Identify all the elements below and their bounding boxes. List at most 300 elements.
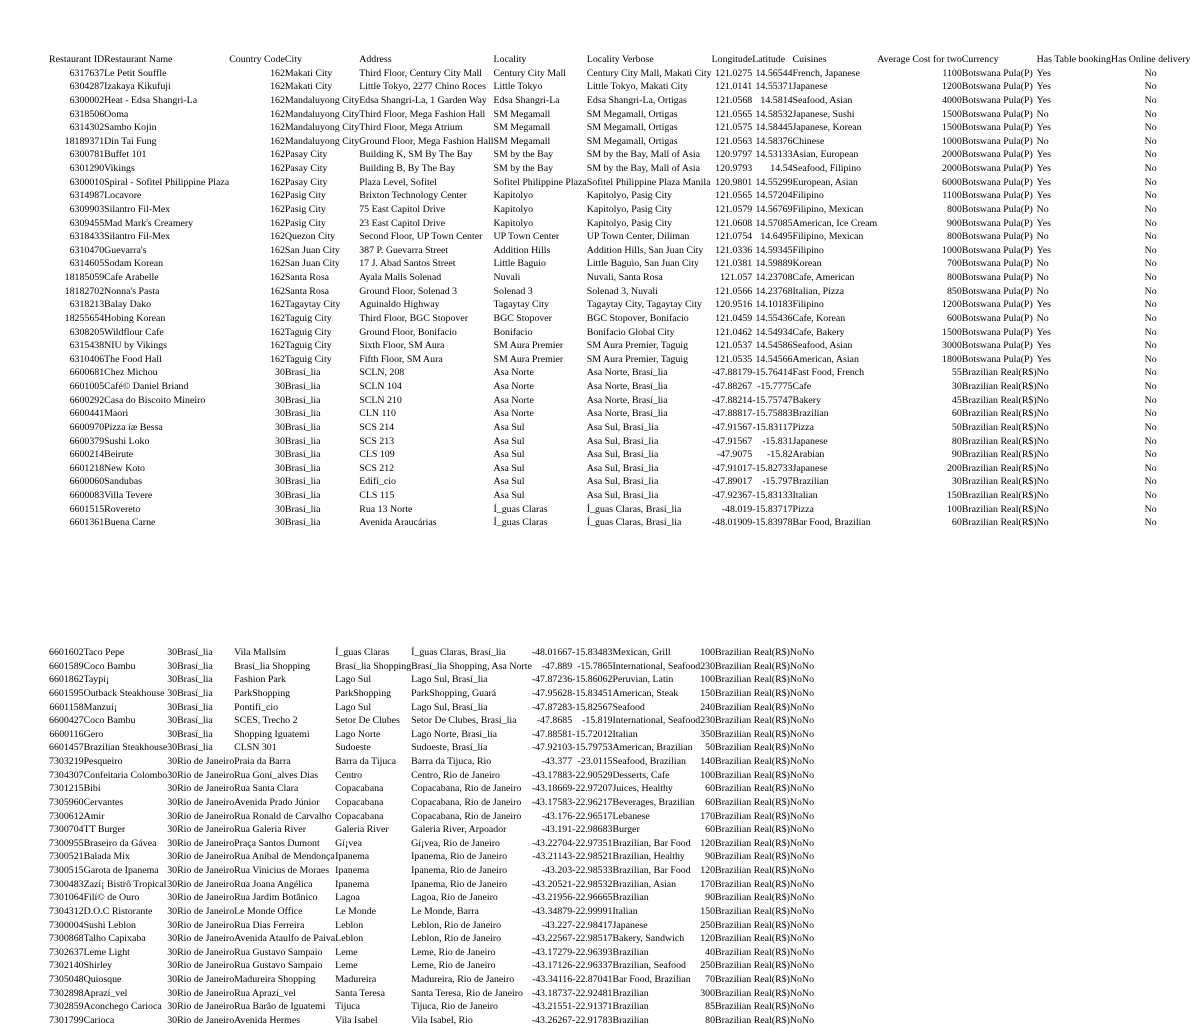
table-cell: 14.58445 — [755, 122, 793, 134]
table-cell: No — [789, 783, 802, 795]
table-cell: 30 — [167, 783, 178, 795]
table-cell: No — [1144, 108, 1157, 120]
table-row — [49, 285, 1190, 299]
table-cell: Í_guas Claras, Brasí_lia — [411, 647, 506, 658]
table-cell: Brazilian, Asian — [612, 878, 677, 890]
table-cell: Copacabana — [335, 810, 384, 822]
table-cell: Botswana Pula(P) — [961, 135, 1033, 147]
table-cell: -22.90529 — [572, 769, 613, 781]
table-row — [49, 503, 1190, 517]
restaurant-table-bottom — [49, 646, 814, 1028]
table-cell: SM Aura Premier, Taguig — [586, 353, 689, 365]
table-cell: 30 — [275, 517, 285, 529]
table-cell: 6601589 — [49, 660, 84, 672]
table-cell: -47.88581 — [531, 728, 573, 740]
table-cell: No — [801, 837, 815, 849]
table-row — [49, 905, 814, 919]
table-cell: -22.91371 — [572, 1001, 613, 1013]
table-cell: 14.6495 — [760, 231, 793, 243]
header-cell: Address — [359, 54, 392, 65]
table-cell: 14.55299 — [755, 176, 793, 188]
table-cell: 7301799 — [49, 1014, 84, 1026]
table-cell: Taco Pepe — [83, 647, 125, 658]
table-cell: Burger — [612, 824, 640, 836]
table-cell: Brazilian Real(R$) — [715, 851, 790, 863]
table-cell: -15.83717 — [752, 503, 793, 515]
table-cell: 121.0754 — [715, 231, 753, 243]
table-cell: Asa Norte, Brasí_lia — [586, 394, 668, 406]
header-cell: Average Cost for two — [877, 54, 962, 65]
table-cell: Botswana Pula(P) — [961, 340, 1033, 352]
table-cell: 800 — [946, 231, 962, 243]
table-cell: SM by the Bay, Mall of Asia — [586, 149, 700, 161]
table-cell: Japanese — [792, 462, 828, 474]
table-cell: Brasí_lia — [177, 687, 213, 699]
table-cell: 30 — [275, 421, 285, 433]
table-cell: TT Burger — [83, 824, 126, 836]
table-row — [49, 728, 814, 742]
table-cell: 14.55371 — [755, 81, 793, 93]
table-cell: Rio de Janeiro — [177, 933, 235, 945]
table-cell: 14.23768 — [755, 285, 793, 297]
table-cell: Filipino, Mexican — [792, 231, 864, 243]
table-cell: 121.0537 — [715, 340, 753, 352]
table-cell: -48.01909 — [711, 517, 753, 529]
table-cell: Pasay City — [284, 176, 328, 188]
table-cell: 14.59889 — [755, 258, 793, 270]
table-cell: 120 — [700, 837, 716, 849]
table-cell: Little Tokyo — [493, 81, 543, 93]
table-cell: 30 — [167, 1001, 178, 1013]
table-row — [49, 959, 814, 973]
table-cell: 121.0563 — [715, 135, 753, 147]
table-cell: No — [1144, 299, 1157, 311]
table-cell: Asa Norte — [493, 394, 534, 406]
table-cell: No — [789, 987, 802, 999]
table-cell: 7304312 — [49, 905, 84, 917]
table-cell: Í_guas Claras — [335, 647, 390, 658]
table-cell: 60 — [951, 517, 962, 529]
table-cell: European, Asian — [792, 176, 858, 188]
table-cell: -43.34116 — [532, 974, 573, 985]
table-cell: 55 — [951, 367, 962, 379]
table-cell: Ipanema — [335, 865, 370, 876]
table-cell: Bibi — [83, 783, 101, 795]
table-cell: No — [1036, 462, 1049, 474]
table-cell: 6309455 — [69, 217, 105, 229]
table-cell: 6318433 — [69, 231, 105, 243]
table-cell: 120 — [700, 865, 716, 876]
table-cell: Casa do Biscoito Mineiro — [104, 394, 206, 406]
table-cell: -15.83133 — [752, 490, 793, 501]
table-cell: No — [1036, 408, 1049, 420]
table-cell: 14.56769 — [755, 203, 793, 215]
table-cell: Leblon — [335, 933, 364, 945]
table-cell: Brasí_lia — [284, 503, 321, 515]
table-cell: Manzuí¡ — [83, 701, 118, 713]
table-cell: No — [1144, 517, 1157, 529]
table-cell: 120.9516 — [715, 299, 753, 311]
table-cell: No — [789, 769, 802, 781]
table-row — [49, 850, 814, 864]
table-cell: Peruvian, Latin — [612, 674, 674, 686]
table-cell: Asa Sul — [493, 435, 525, 447]
table-cell: No — [789, 851, 802, 863]
table-cell: Santa Rosa — [284, 272, 330, 283]
table-cell: Lebanese — [612, 810, 650, 822]
table-cell: Brazilian Real(R$) — [715, 783, 790, 795]
table-cell: 140 — [700, 756, 716, 767]
table-cell: 800 — [946, 203, 962, 215]
table-cell: Izakaya Kikufuji — [104, 81, 171, 93]
table-cell: -22.96337 — [572, 960, 613, 972]
table-cell: No — [1144, 67, 1157, 79]
table-cell: 1500 — [942, 108, 962, 120]
table-cell: No — [801, 660, 815, 672]
table-cell: Solenad 3, Nuvali — [586, 285, 658, 297]
table-cell: Japanese, Korean — [792, 122, 862, 134]
table-cell: Third Floor, BGC Stopover — [359, 312, 469, 324]
table-cell: No — [1144, 326, 1157, 338]
table-cell: Rua Vinicius de Moraes — [234, 865, 330, 876]
table-cell: No — [1144, 462, 1157, 474]
table-cell: 30 — [167, 647, 178, 658]
table-cell: -48.01667 — [531, 647, 573, 658]
table-cell: Lago Norte — [335, 728, 381, 740]
table-cell: No — [801, 851, 815, 863]
table-cell: No — [1036, 476, 1049, 488]
table-cell: Brazilian Real(R$) — [715, 742, 790, 754]
table-cell: Yes — [1036, 81, 1052, 93]
table-cell: Lago Norte, Brasí_lia — [411, 728, 497, 740]
table-cell: No — [1036, 108, 1049, 120]
table-cell: Brazilian Real(R$) — [715, 892, 790, 904]
table-cell: Brasí_lia — [177, 660, 213, 672]
table-row — [49, 1014, 814, 1028]
table-cell: Asa Sul, Brasí_lia — [586, 490, 659, 501]
table-cell: 30 — [167, 892, 178, 904]
table-cell: Madureira, Rio de Janeiro — [411, 974, 515, 985]
table-cell: Pasay City — [284, 149, 328, 161]
table-cell: No — [1036, 258, 1049, 270]
table-cell: Brazilian Real(R$) — [715, 756, 790, 767]
table-cell: -43.21143 — [532, 851, 573, 863]
table-cell: Lago Sul — [335, 674, 372, 686]
table-row — [49, 701, 814, 715]
table-cell: Brazilian Real(R$) — [961, 462, 1037, 474]
table-cell: 162 — [270, 299, 285, 311]
table-cell: Rio de Janeiro — [177, 824, 235, 836]
table-cell: 162 — [270, 258, 285, 270]
table-cell: No — [1144, 503, 1157, 515]
table-row — [49, 148, 1190, 162]
table-cell: 1500 — [942, 122, 962, 134]
table-cell: Third Floor, Mega Fashion Hall — [359, 108, 486, 120]
table-cell: 60 — [951, 408, 962, 420]
table-cell: Brazilian Real(R$) — [961, 449, 1037, 461]
table-cell: Botswana Pula(P) — [961, 299, 1033, 311]
table-cell: -15.82567 — [572, 701, 613, 713]
table-body-bottom — [49, 646, 814, 1028]
table-cell: Cafe, Bakery — [792, 326, 845, 338]
table-cell: Brasí_lia — [177, 742, 213, 754]
table-cell: 70 — [705, 974, 716, 985]
table-row — [49, 407, 1190, 421]
table-cell: No — [801, 987, 815, 999]
table-cell: Yes — [1036, 94, 1052, 106]
table-cell: Aconchego Carioca — [83, 1001, 162, 1013]
table-cell: Botswana Pula(P) — [961, 203, 1033, 215]
table-row — [49, 366, 1190, 380]
table-cell: -22.91783 — [572, 1014, 613, 1026]
table-cell: 30 — [167, 715, 178, 727]
header-cell: Restaurant ID — [49, 54, 105, 65]
table-row — [49, 394, 1190, 408]
table-cell: -22.98533 — [572, 865, 613, 876]
table-cell: Cervantes — [83, 796, 124, 808]
table-row — [49, 687, 814, 701]
table-cell: 121.0566 — [715, 285, 753, 297]
table-cell: Botswana Pula(P) — [961, 312, 1033, 324]
table-cell: Asa Norte — [493, 408, 534, 420]
table-cell: Coco Bambu — [83, 715, 136, 727]
table-cell: 7304307 — [49, 769, 84, 781]
table-cell: 14.5814 — [760, 94, 793, 106]
table-cell: 6600379 — [69, 435, 105, 447]
table-cell: -47.87283 — [531, 701, 573, 713]
table-cell: 170 — [700, 878, 716, 890]
table-cell: Zazí¡ Bistrô Tropical — [83, 878, 167, 890]
table-row — [49, 217, 1190, 231]
table-cell: Yes — [1036, 149, 1052, 161]
table-cell: Ipanema, Rio de Janeiro — [411, 851, 508, 863]
table-cell: Kapitolyo — [493, 203, 534, 215]
table-cell: -47.87236 — [531, 674, 573, 686]
table-cell: Bakery, Sandwich — [612, 933, 685, 945]
table-cell: -47.95628 — [531, 687, 573, 699]
table-cell: No — [1036, 503, 1049, 515]
table-cell: 30 — [167, 905, 178, 917]
table-row — [49, 714, 814, 728]
table-cell: SM Megamall, Ortigas — [586, 122, 678, 134]
table-cell: Bakery — [792, 394, 822, 406]
table-cell: Avenida Hermes — [234, 1014, 301, 1026]
table-cell: 120.9801 — [715, 176, 753, 188]
table-cell: No — [789, 892, 802, 904]
table-cell: NIU by Vikings — [104, 340, 167, 352]
table-cell: Quezon City — [284, 231, 336, 243]
table-cell: 121.0141 — [715, 81, 753, 93]
table-cell: Brazilian — [612, 1001, 649, 1013]
table-cell: 6300010 — [69, 176, 105, 188]
table-cell: Seafood, Asian — [792, 94, 853, 106]
table-cell: Shirley — [83, 960, 113, 972]
table-cell: Gí¡vea — [335, 837, 363, 849]
table-cell: Brazilian — [792, 476, 829, 488]
table-cell: 6318506 — [69, 108, 105, 120]
table-cell: 30 — [167, 919, 178, 931]
table-cell: Leme Light — [83, 946, 130, 958]
table-cell: No — [789, 878, 802, 890]
table-cell: No — [801, 919, 815, 931]
table-cell: No — [1144, 367, 1157, 379]
table-cell: San Juan City — [284, 258, 340, 270]
table-cell: -15.83483 — [572, 647, 613, 658]
table-cell: Cafe — [792, 381, 812, 392]
table-cell: SCS 214 — [359, 421, 395, 433]
table-row — [49, 932, 814, 946]
table-cell: Sofitel Philippine Plaza — [493, 176, 587, 188]
table-cell: Seafood, Asian — [792, 340, 853, 352]
table-cell: Rua Barão de Iguatemi — [234, 1001, 326, 1013]
table-cell: Ipanema, Rio de Janeiro — [411, 865, 508, 876]
table-cell: 14.10183 — [755, 299, 793, 311]
table-cell: Taguig City — [284, 353, 332, 365]
table-cell: 14.55436 — [755, 312, 793, 324]
table-row — [49, 769, 814, 783]
table-cell: No — [789, 647, 802, 658]
table-cell: 7300955 — [49, 837, 84, 849]
table-cell: 162 — [270, 326, 285, 338]
table-cell: Brasí_lia Shopping, Asa Norte — [411, 660, 532, 672]
table-cell: No — [1144, 163, 1157, 174]
table-cell: -22.98532 — [572, 878, 613, 890]
table-row — [49, 94, 1190, 108]
table-cell: Little Baguio — [493, 258, 546, 270]
table-cell: Praia da Barra — [234, 756, 291, 767]
table-cell: 7300704 — [49, 824, 84, 836]
table-cell: 6314987 — [69, 190, 105, 202]
table-cell: No — [1036, 272, 1049, 283]
table-cell: Yes — [1036, 353, 1052, 365]
table-cell: Sofitel Philippine Plaza Manila — [586, 176, 711, 188]
table-cell: 162 — [270, 94, 285, 106]
table-cell: -43.22704 — [531, 837, 573, 849]
table-cell: No — [1144, 190, 1157, 202]
table-cell: Third Floor, Mega Atrium — [359, 122, 463, 134]
table-cell: Gí¡vea, Rio de Janeiro — [411, 837, 500, 849]
table-cell: 170 — [700, 810, 716, 822]
table-cell: Botswana Pula(P) — [961, 163, 1033, 174]
table-cell: 60 — [705, 783, 716, 795]
table-cell: Asa Sul — [493, 476, 525, 488]
table-cell: No — [1036, 231, 1049, 243]
table-cell: Brazilian Real(R$) — [961, 381, 1037, 392]
table-cell: No — [1144, 490, 1157, 501]
table-cell: 121.0462 — [715, 326, 753, 338]
table-cell: Lagoa — [335, 892, 360, 904]
table-cell: Rio de Janeiro — [177, 946, 235, 958]
table-cell: 6601457 — [49, 742, 84, 754]
table-row — [49, 891, 814, 905]
table-cell: -15.82 — [767, 449, 793, 461]
table-cell: 30 — [167, 960, 178, 972]
table-cell: Kapitolyo, Pasig City — [586, 217, 673, 229]
table-cell: Beverages, Brazilian — [612, 796, 695, 808]
table-cell: 6601602 — [49, 647, 84, 658]
table-cell: San Juan City — [284, 244, 340, 256]
table-cell: -47.88179 — [711, 367, 753, 379]
table-cell: Copacabana — [335, 783, 384, 795]
table-cell: Asa Norte — [493, 381, 534, 392]
table-cell: Ipanema — [335, 851, 370, 863]
table-cell: 162 — [270, 190, 285, 202]
table-cell: SM Megamall, Ortigas — [586, 135, 678, 147]
table-cell: -15.83978 — [752, 517, 793, 529]
table-cell: No — [1144, 258, 1157, 270]
table-cell: Makati City — [284, 67, 333, 79]
table-cell: Asa Sul, Brasí_lia — [586, 462, 659, 474]
table-cell: 1200 — [942, 299, 962, 311]
table-cell: Taypí¡ — [83, 674, 110, 686]
table-cell: Din Tai Fung — [104, 135, 157, 147]
table-cell: No — [1036, 517, 1049, 529]
table-cell: 6600083 — [69, 490, 105, 501]
table-cell: 30 — [167, 674, 178, 686]
table-cell: 387 P. Guevarra Street — [359, 244, 449, 256]
table-row — [49, 312, 1190, 326]
table-cell: Seafood, Brazilian — [612, 756, 686, 767]
table-cell: Asa Sul, Brasí_lia — [586, 476, 659, 488]
table-cell: 18185059 — [64, 272, 105, 283]
table-cell: 1800 — [942, 353, 962, 365]
table-cell: No — [801, 742, 815, 754]
table-cell: Brazilian Steakhouse — [83, 742, 168, 754]
table-cell: Yes — [1036, 190, 1052, 202]
table-cell: CLS 115 — [359, 490, 395, 501]
table-cell: Rio de Janeiro — [177, 987, 235, 999]
table-cell: 162 — [270, 272, 285, 283]
table-row — [49, 646, 814, 660]
table-cell: 6300781 — [69, 149, 105, 161]
table-cell: Brazilian — [612, 946, 649, 958]
table-cell: No — [801, 824, 815, 836]
table-cell: -15.797 — [762, 476, 793, 488]
table-cell: 1000 — [942, 135, 962, 147]
table-cell: 162 — [270, 285, 285, 297]
table-cell: Rio de Janeiro — [177, 892, 235, 904]
table-cell: Rua Santa Clara — [234, 783, 299, 795]
table-cell: -47.91567 — [711, 421, 753, 433]
table-cell: 150 — [700, 905, 716, 917]
table-cell: Lago Sul, Brasí_lia — [411, 701, 488, 713]
table-cell: -15.7865 — [577, 660, 613, 672]
table-cell: Korean — [792, 258, 822, 270]
table-cell: Leme — [335, 960, 358, 972]
table-cell: Building K, SM By The Bay — [359, 149, 473, 161]
table-row — [49, 489, 1190, 503]
table-cell: 6600214 — [69, 449, 105, 461]
table-cell: Japanese — [792, 81, 828, 93]
table-cell: 850 — [946, 285, 962, 297]
table-cell: 121.057 — [720, 272, 753, 283]
table-cell: Rua Joana Angélica — [234, 878, 313, 890]
table-cell: ParkShopping — [234, 687, 291, 699]
header-cell: Longitude — [711, 54, 753, 65]
table-row — [49, 135, 1190, 149]
table-row — [49, 326, 1190, 340]
table-cell: Gero — [83, 728, 104, 740]
table-cell: No — [801, 674, 815, 686]
table-cell: 1000 — [942, 244, 962, 256]
table-cell: 162 — [270, 163, 285, 174]
table-cell: Japanese, Sushi — [792, 108, 855, 120]
table-cell: SCS 212 — [359, 462, 395, 474]
table-cell: Sudoeste, Brasí_lia — [411, 742, 488, 754]
table-cell: No — [1144, 353, 1157, 365]
table-cell: SM by the Bay — [493, 149, 554, 161]
table-cell: Maori — [104, 408, 129, 420]
